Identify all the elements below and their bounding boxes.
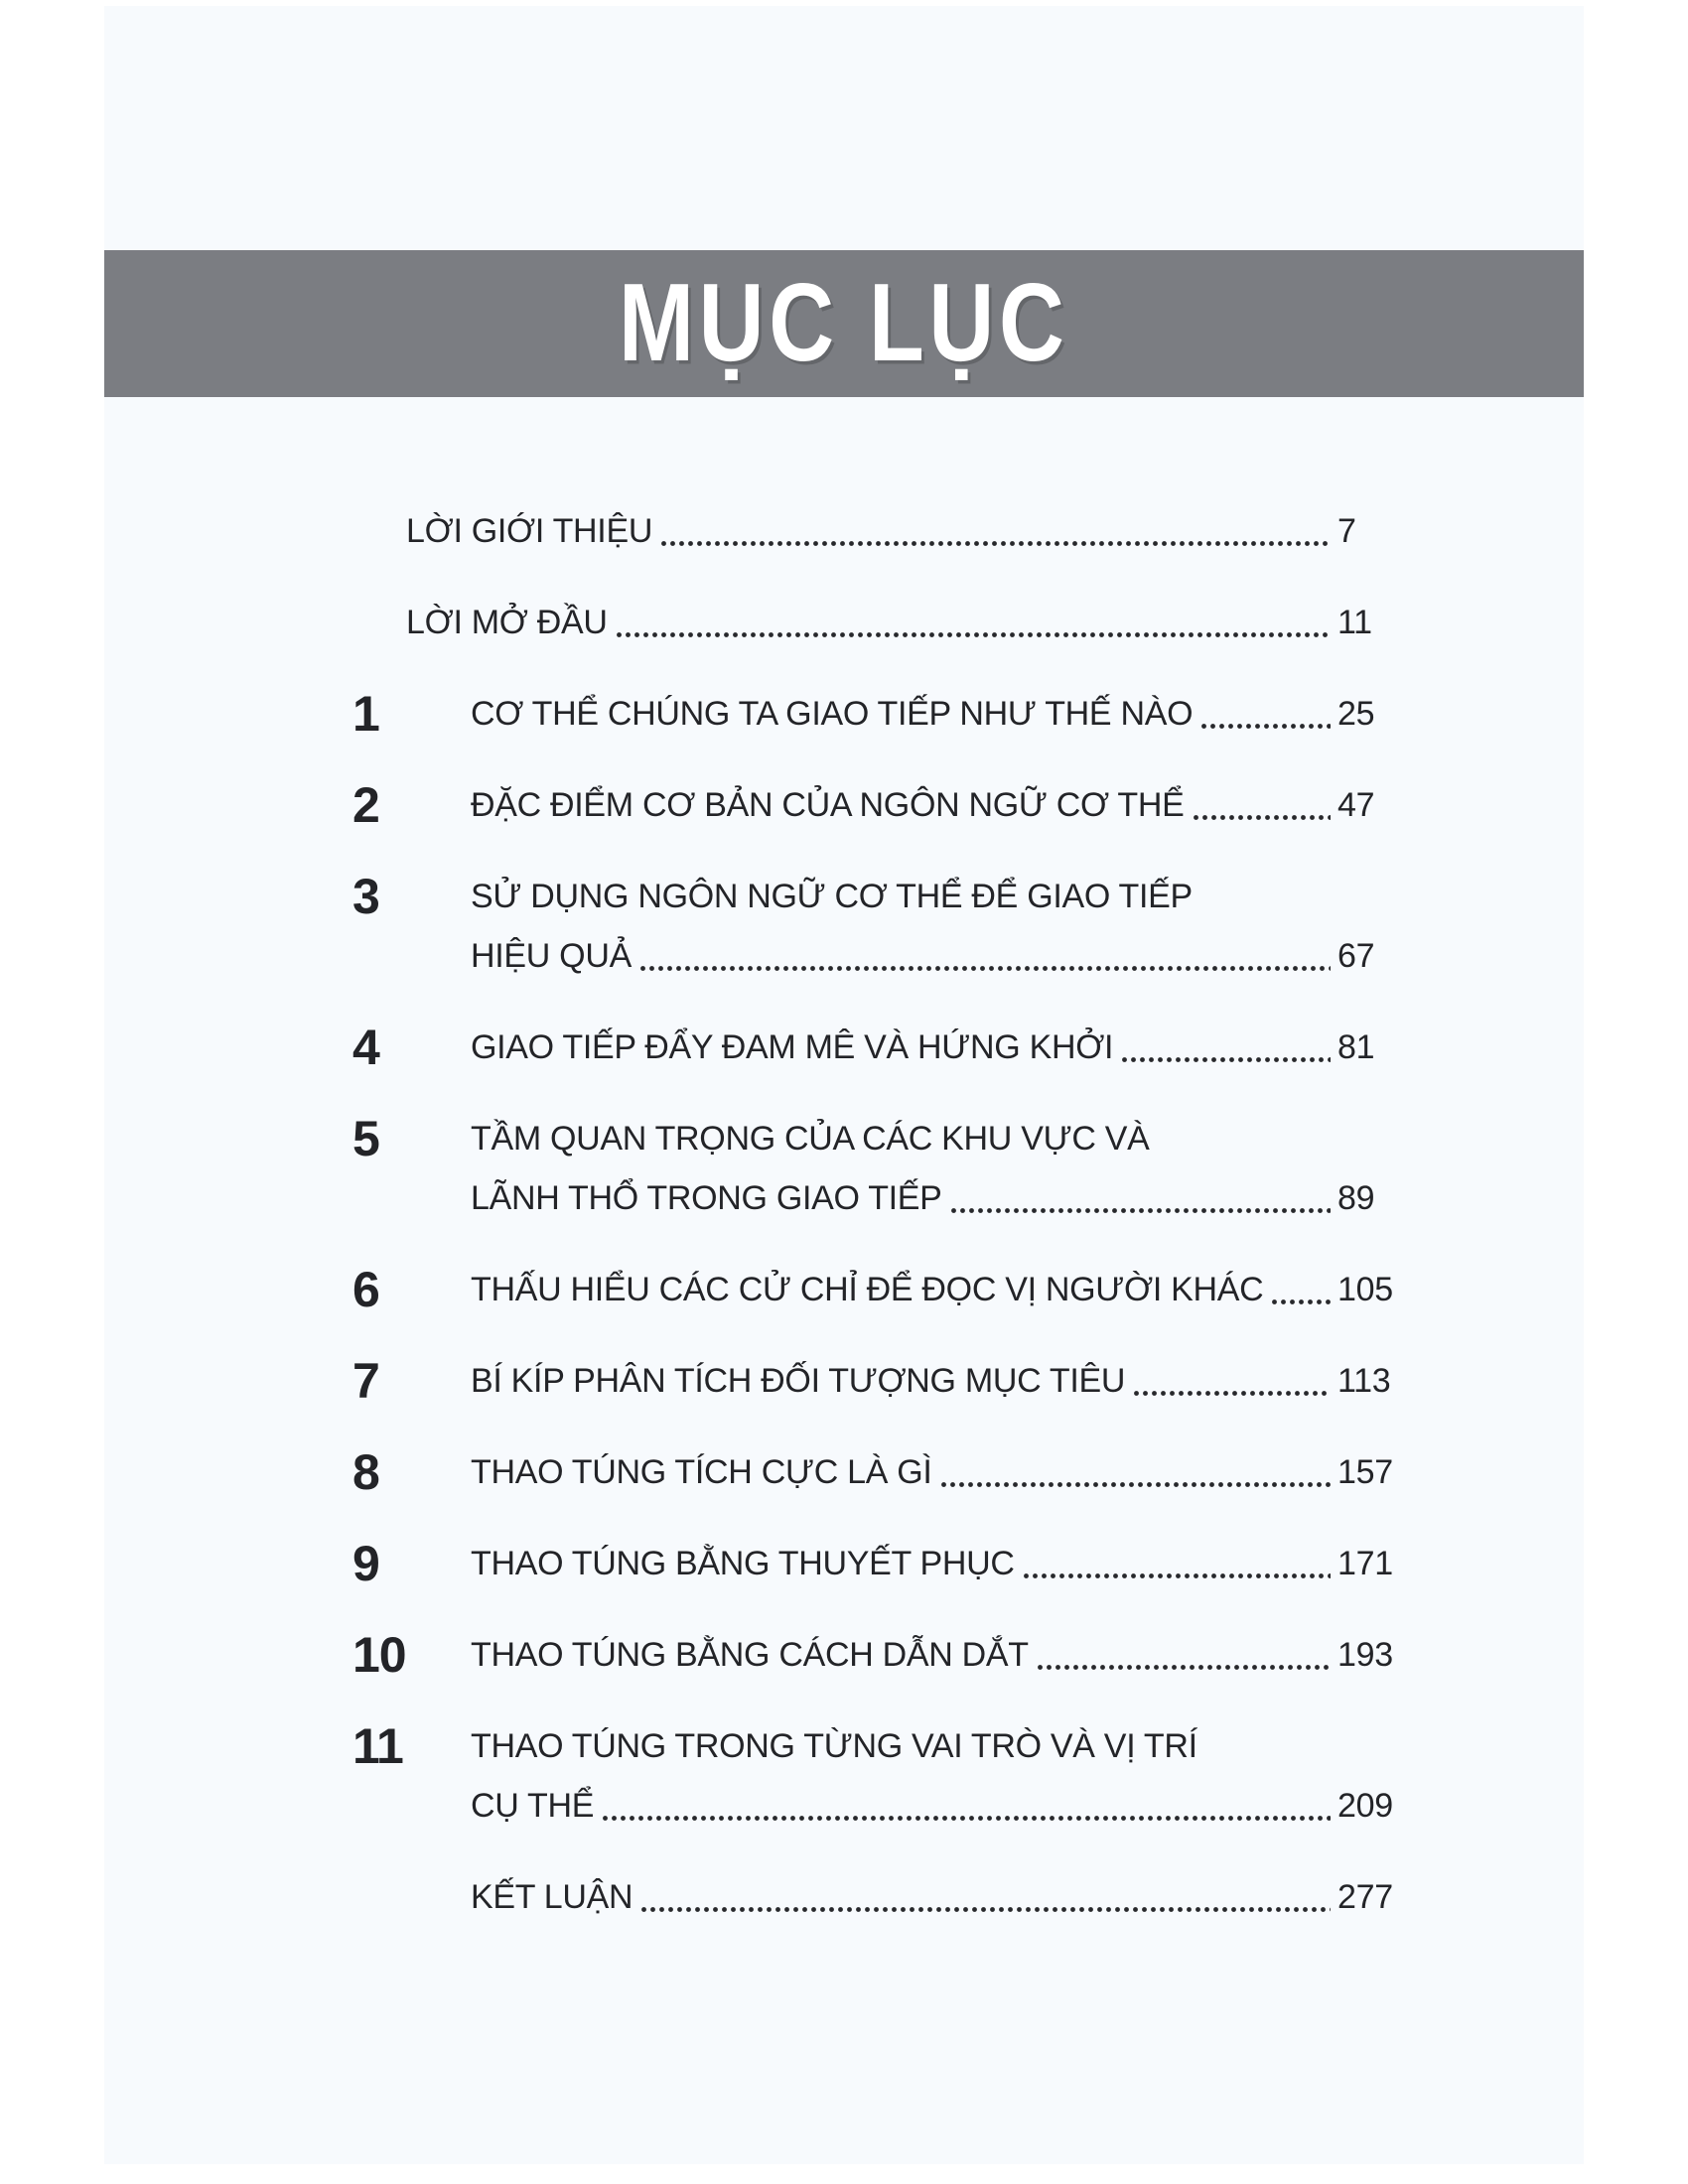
book-page (104, 6, 1584, 2164)
chapter-number: 4 (352, 1020, 379, 1075)
entry-title-line: SỬ DỤNG NGÔN NGỮ CƠ THỂ ĐỂ GIAO TIẾP (471, 878, 1193, 915)
toc-entry (352, 1111, 1375, 1221)
entry-body (471, 691, 1375, 737)
entry-row (471, 1449, 1393, 1495)
page-number: 7 (1337, 512, 1356, 550)
toc-entry (352, 1353, 1391, 1409)
entry-row (471, 1541, 1393, 1586)
toc-entry (352, 600, 1372, 645)
page-number: 171 (1337, 1545, 1393, 1582)
toc-list (352, 397, 1393, 1920)
entry-body (471, 1632, 1393, 1678)
dot-leader (940, 1481, 1331, 1488)
toc-entry (352, 686, 1375, 742)
entry-title: THAO TÚNG BẰNG THUYẾT PHỤC (471, 1545, 1015, 1582)
toc-entry (352, 1874, 1393, 1920)
page-number: 105 (1337, 1271, 1393, 1308)
page-number: 47 (1337, 786, 1375, 824)
page-number: 67 (1337, 937, 1375, 975)
toc-entry (352, 1627, 1393, 1683)
dot-leader (640, 1906, 1331, 1913)
page-number: 113 (1337, 1362, 1391, 1400)
chapter-number: 6 (352, 1262, 379, 1317)
dot-leader (639, 965, 1331, 972)
toc-entry (352, 1718, 1393, 1829)
page-number: 209 (1337, 1787, 1393, 1825)
dot-leader (1121, 1056, 1331, 1063)
chapter-number: 9 (352, 1536, 379, 1591)
entry-row (471, 1874, 1393, 1920)
entry-body (471, 782, 1375, 828)
entry-title: BÍ KÍP PHÂN TÍCH ĐỐI TƯỢNG MỤC TIÊU (471, 1362, 1126, 1400)
entry-body (471, 1024, 1375, 1070)
chapter-number: 2 (352, 777, 379, 833)
entry-row (471, 1783, 1393, 1829)
entry-row (471, 933, 1375, 979)
dot-leader (616, 631, 1331, 638)
entry-row (471, 1267, 1393, 1312)
toc-entry (352, 1444, 1393, 1500)
entry-title: LÃNH THỔ TRONG GIAO TIẾP (471, 1179, 942, 1217)
dot-leader (1193, 814, 1331, 821)
chapter-number: 11 (352, 1718, 403, 1774)
entry-title: ĐẶC ĐIỂM CƠ BẢN CỦA NGÔN NGỮ CƠ THỂ (471, 786, 1185, 824)
dot-leader (1133, 1390, 1331, 1397)
chapter-number: 5 (352, 1111, 379, 1166)
entry-title: CỤ THỂ (471, 1787, 595, 1825)
page-number: 81 (1337, 1028, 1375, 1066)
entry-row (471, 782, 1375, 828)
page-title: MỤC LỤC (619, 261, 1069, 385)
chapter-number: 7 (352, 1353, 379, 1409)
page-number: 11 (1337, 604, 1372, 641)
entry-title: THẤU HIỂU CÁC CỬ CHỈ ĐỂ ĐỌC VỊ NGƯỜI KHÁC (471, 1271, 1264, 1308)
dot-leader (602, 1815, 1331, 1822)
entry-body (471, 1541, 1393, 1586)
toc-entry (352, 777, 1375, 833)
toc-banner (104, 250, 1584, 397)
entry-title-line: THAO TÚNG TRONG TỪNG VAI TRÒ VÀ VỊ TRÍ (471, 1727, 1197, 1765)
entry-title: THAO TÚNG BẰNG CÁCH DẪN DẮT (471, 1636, 1029, 1674)
entry-row (471, 691, 1375, 737)
page-number: 157 (1337, 1453, 1393, 1491)
entry-row (471, 1632, 1393, 1678)
entry-row (471, 1175, 1375, 1221)
entry-body (471, 1723, 1393, 1829)
page-number: 277 (1337, 1878, 1393, 1916)
entry-body (471, 1116, 1375, 1221)
toc-entry (352, 1020, 1375, 1075)
page-number: 25 (1337, 695, 1375, 733)
entry-body (471, 1449, 1393, 1495)
entry-row (471, 1024, 1375, 1070)
entry-body (471, 874, 1375, 979)
dot-leader (660, 540, 1331, 547)
page-number: 89 (1337, 1179, 1375, 1217)
entry-title: LỜI GIỚI THIỆU (406, 512, 653, 550)
entry-title: THAO TÚNG TÍCH CỰC LÀ GÌ (471, 1453, 932, 1491)
page-number: 193 (1337, 1636, 1393, 1674)
chapter-number: 8 (352, 1444, 379, 1500)
dot-leader (1037, 1664, 1331, 1671)
dot-leader (950, 1207, 1331, 1214)
entry-title: HIỆU QUẢ (471, 937, 632, 975)
dot-leader (1023, 1572, 1331, 1579)
entry-body (471, 1874, 1393, 1920)
entry-body (406, 508, 1356, 554)
chapter-number: 10 (352, 1627, 406, 1683)
entry-body (471, 1358, 1391, 1404)
entry-row (471, 1358, 1391, 1404)
dot-leader (1271, 1298, 1331, 1305)
toc-entry (352, 869, 1375, 979)
entry-title: CƠ THỂ CHÚNG TA GIAO TIẾP NHƯ THẾ NÀO (471, 695, 1194, 733)
entry-row (406, 508, 1356, 554)
entry-title: GIAO TIẾP ĐẨY ĐAM MÊ VÀ HỨNG KHỞI (471, 1028, 1114, 1066)
chapter-number: 1 (352, 686, 379, 742)
entry-row (406, 600, 1372, 645)
toc-entry (352, 1536, 1393, 1591)
entry-title: LỜI MỞ ĐẦU (406, 604, 608, 641)
toc-entry (352, 508, 1356, 554)
entry-body (406, 600, 1372, 645)
entry-body (471, 1267, 1393, 1312)
toc-entry (352, 1262, 1393, 1317)
chapter-number: 3 (352, 869, 379, 924)
entry-title: KẾT LUẬN (471, 1878, 633, 1916)
entry-title-line: TẦM QUAN TRỌNG CỦA CÁC KHU VỰC VÀ (471, 1120, 1150, 1158)
dot-leader (1200, 723, 1331, 730)
